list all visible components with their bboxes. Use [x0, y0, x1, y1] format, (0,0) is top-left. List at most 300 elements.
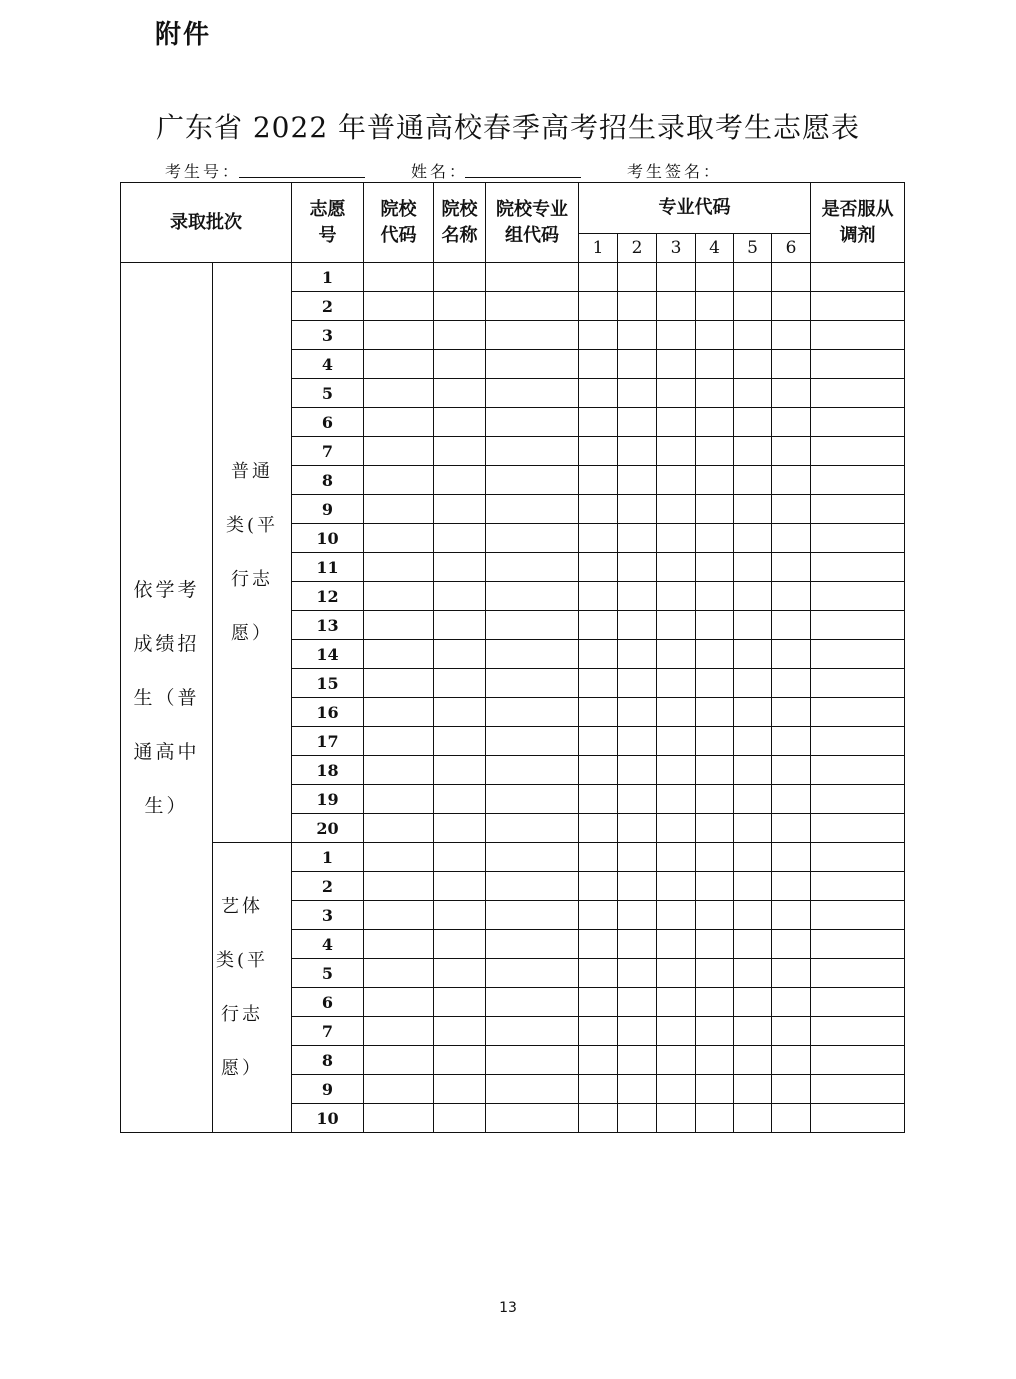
input-cell[interactable] — [486, 1075, 579, 1104]
input-cell[interactable] — [579, 582, 618, 611]
input-cell[interactable] — [811, 872, 905, 901]
input-cell[interactable] — [657, 553, 696, 582]
input-cell[interactable] — [364, 553, 434, 582]
input-cell[interactable] — [734, 901, 772, 930]
input-cell[interactable] — [434, 350, 486, 379]
input-cell[interactable] — [364, 466, 434, 495]
input-cell[interactable] — [657, 437, 696, 466]
input-cell[interactable] — [811, 437, 905, 466]
input-cell[interactable] — [772, 495, 811, 524]
input-cell[interactable] — [618, 466, 657, 495]
input-cell[interactable] — [811, 959, 905, 988]
input-cell[interactable] — [364, 843, 434, 872]
input-cell[interactable] — [579, 292, 618, 321]
input-cell[interactable] — [696, 959, 734, 988]
input-cell[interactable] — [734, 292, 772, 321]
input-cell[interactable] — [486, 263, 579, 292]
input-cell[interactable] — [579, 611, 618, 640]
input-cell[interactable] — [486, 524, 579, 553]
input-cell[interactable] — [486, 1017, 579, 1046]
input-cell[interactable] — [618, 843, 657, 872]
input-cell[interactable] — [486, 698, 579, 727]
input-cell[interactable] — [734, 553, 772, 582]
input-cell[interactable] — [811, 669, 905, 698]
input-cell[interactable] — [696, 350, 734, 379]
input-cell[interactable] — [579, 350, 618, 379]
input-cell[interactable] — [696, 988, 734, 1017]
input-cell[interactable] — [772, 611, 811, 640]
input-cell[interactable] — [734, 843, 772, 872]
input-cell[interactable] — [486, 437, 579, 466]
input-cell[interactable] — [486, 872, 579, 901]
input-cell[interactable] — [579, 553, 618, 582]
input-cell[interactable] — [434, 756, 486, 785]
input-cell[interactable] — [618, 408, 657, 437]
input-cell[interactable] — [434, 727, 486, 756]
input-cell[interactable] — [618, 263, 657, 292]
input-cell[interactable] — [486, 640, 579, 669]
input-cell[interactable] — [579, 785, 618, 814]
input-cell[interactable] — [364, 785, 434, 814]
input-cell[interactable] — [772, 669, 811, 698]
input-cell[interactable] — [434, 872, 486, 901]
input-cell[interactable] — [811, 930, 905, 959]
input-cell[interactable] — [618, 1104, 657, 1133]
input-cell[interactable] — [579, 959, 618, 988]
input-cell[interactable] — [734, 1104, 772, 1133]
input-cell[interactable] — [772, 437, 811, 466]
input-cell[interactable] — [579, 1075, 618, 1104]
input-cell[interactable] — [734, 379, 772, 408]
input-cell[interactable] — [811, 263, 905, 292]
input-cell[interactable] — [434, 408, 486, 437]
input-cell[interactable] — [618, 350, 657, 379]
input-cell[interactable] — [486, 988, 579, 1017]
input-cell[interactable] — [811, 785, 905, 814]
input-cell[interactable] — [364, 350, 434, 379]
input-cell[interactable] — [579, 872, 618, 901]
input-cell[interactable] — [811, 1075, 905, 1104]
input-cell[interactable] — [434, 553, 486, 582]
input-cell[interactable] — [657, 1075, 696, 1104]
input-cell[interactable] — [486, 611, 579, 640]
input-cell[interactable] — [486, 756, 579, 785]
input-cell[interactable] — [811, 756, 905, 785]
input-cell[interactable] — [734, 582, 772, 611]
input-cell[interactable] — [772, 640, 811, 669]
input-cell[interactable] — [696, 321, 734, 350]
input-cell[interactable] — [434, 640, 486, 669]
input-cell[interactable] — [486, 843, 579, 872]
input-cell[interactable] — [696, 756, 734, 785]
input-cell[interactable] — [364, 1104, 434, 1133]
input-cell[interactable] — [734, 698, 772, 727]
input-cell[interactable] — [364, 727, 434, 756]
input-cell[interactable] — [811, 611, 905, 640]
input-cell[interactable] — [364, 408, 434, 437]
input-cell[interactable] — [434, 901, 486, 930]
exam-no-field[interactable] — [239, 177, 365, 178]
input-cell[interactable] — [364, 698, 434, 727]
input-cell[interactable] — [486, 466, 579, 495]
input-cell[interactable] — [486, 727, 579, 756]
input-cell[interactable] — [657, 524, 696, 553]
input-cell[interactable] — [657, 466, 696, 495]
input-cell[interactable] — [657, 1017, 696, 1046]
input-cell[interactable] — [579, 321, 618, 350]
input-cell[interactable] — [811, 321, 905, 350]
input-cell[interactable] — [364, 495, 434, 524]
input-cell[interactable] — [734, 437, 772, 466]
input-cell[interactable] — [579, 988, 618, 1017]
input-cell[interactable] — [579, 524, 618, 553]
input-cell[interactable] — [434, 785, 486, 814]
input-cell[interactable] — [772, 959, 811, 988]
input-cell[interactable] — [657, 727, 696, 756]
input-cell[interactable] — [434, 669, 486, 698]
input-cell[interactable] — [364, 669, 434, 698]
input-cell[interactable] — [734, 814, 772, 843]
input-cell[interactable] — [364, 1017, 434, 1046]
input-cell[interactable] — [811, 727, 905, 756]
input-cell[interactable] — [486, 959, 579, 988]
input-cell[interactable] — [486, 350, 579, 379]
input-cell[interactable] — [734, 1075, 772, 1104]
input-cell[interactable] — [734, 988, 772, 1017]
input-cell[interactable] — [772, 408, 811, 437]
input-cell[interactable] — [579, 1046, 618, 1075]
input-cell[interactable] — [734, 350, 772, 379]
input-cell[interactable] — [618, 814, 657, 843]
input-cell[interactable] — [618, 321, 657, 350]
input-cell[interactable] — [486, 495, 579, 524]
input-cell[interactable] — [364, 872, 434, 901]
input-cell[interactable] — [696, 785, 734, 814]
input-cell[interactable] — [811, 843, 905, 872]
input-cell[interactable] — [811, 1046, 905, 1075]
input-cell[interactable] — [486, 901, 579, 930]
input-cell[interactable] — [734, 959, 772, 988]
input-cell[interactable] — [486, 582, 579, 611]
input-cell[interactable] — [618, 930, 657, 959]
input-cell[interactable] — [364, 611, 434, 640]
input-cell[interactable] — [618, 959, 657, 988]
input-cell[interactable] — [696, 553, 734, 582]
input-cell[interactable] — [772, 321, 811, 350]
input-cell[interactable] — [364, 756, 434, 785]
input-cell[interactable] — [696, 727, 734, 756]
input-cell[interactable] — [434, 379, 486, 408]
input-cell[interactable] — [772, 263, 811, 292]
input-cell[interactable] — [579, 1017, 618, 1046]
input-cell[interactable] — [696, 1075, 734, 1104]
input-cell[interactable] — [772, 1046, 811, 1075]
input-cell[interactable] — [734, 611, 772, 640]
input-cell[interactable] — [434, 814, 486, 843]
input-cell[interactable] — [618, 872, 657, 901]
input-cell[interactable] — [772, 466, 811, 495]
input-cell[interactable] — [618, 437, 657, 466]
input-cell[interactable] — [696, 901, 734, 930]
input-cell[interactable] — [657, 698, 696, 727]
input-cell[interactable] — [579, 901, 618, 930]
input-cell[interactable] — [486, 321, 579, 350]
input-cell[interactable] — [486, 1046, 579, 1075]
input-cell[interactable] — [696, 1046, 734, 1075]
input-cell[interactable] — [696, 379, 734, 408]
input-cell[interactable] — [364, 1075, 434, 1104]
input-cell[interactable] — [734, 1017, 772, 1046]
input-cell[interactable] — [434, 437, 486, 466]
input-cell[interactable] — [657, 582, 696, 611]
input-cell[interactable] — [811, 1104, 905, 1133]
input-cell[interactable] — [696, 292, 734, 321]
input-cell[interactable] — [618, 1017, 657, 1046]
input-cell[interactable] — [811, 1017, 905, 1046]
input-cell[interactable] — [434, 582, 486, 611]
input-cell[interactable] — [657, 814, 696, 843]
input-cell[interactable] — [734, 872, 772, 901]
input-cell[interactable] — [618, 727, 657, 756]
input-cell[interactable] — [486, 553, 579, 582]
input-cell[interactable] — [657, 495, 696, 524]
input-cell[interactable] — [579, 727, 618, 756]
input-cell[interactable] — [486, 785, 579, 814]
input-cell[interactable] — [734, 727, 772, 756]
input-cell[interactable] — [734, 756, 772, 785]
input-cell[interactable] — [696, 1017, 734, 1046]
input-cell[interactable] — [618, 756, 657, 785]
input-cell[interactable] — [696, 263, 734, 292]
input-cell[interactable] — [364, 524, 434, 553]
input-cell[interactable] — [696, 669, 734, 698]
input-cell[interactable] — [486, 292, 579, 321]
input-cell[interactable] — [579, 466, 618, 495]
input-cell[interactable] — [657, 843, 696, 872]
input-cell[interactable] — [486, 814, 579, 843]
input-cell[interactable] — [696, 872, 734, 901]
input-cell[interactable] — [772, 698, 811, 727]
input-cell[interactable] — [579, 437, 618, 466]
input-cell[interactable] — [364, 930, 434, 959]
input-cell[interactable] — [811, 814, 905, 843]
input-cell[interactable] — [579, 756, 618, 785]
input-cell[interactable] — [696, 698, 734, 727]
input-cell[interactable] — [657, 379, 696, 408]
input-cell[interactable] — [811, 466, 905, 495]
input-cell[interactable] — [811, 408, 905, 437]
input-cell[interactable] — [696, 640, 734, 669]
input-cell[interactable] — [657, 1104, 696, 1133]
input-cell[interactable] — [696, 437, 734, 466]
input-cell[interactable] — [579, 930, 618, 959]
input-cell[interactable] — [772, 582, 811, 611]
input-cell[interactable] — [486, 408, 579, 437]
input-cell[interactable] — [618, 1046, 657, 1075]
input-cell[interactable] — [811, 379, 905, 408]
input-cell[interactable] — [579, 495, 618, 524]
input-cell[interactable] — [734, 1046, 772, 1075]
input-cell[interactable] — [618, 495, 657, 524]
input-cell[interactable] — [434, 959, 486, 988]
input-cell[interactable] — [364, 379, 434, 408]
input-cell[interactable] — [434, 292, 486, 321]
input-cell[interactable] — [657, 785, 696, 814]
input-cell[interactable] — [618, 379, 657, 408]
input-cell[interactable] — [579, 1104, 618, 1133]
input-cell[interactable] — [618, 669, 657, 698]
input-cell[interactable] — [434, 698, 486, 727]
input-cell[interactable] — [734, 495, 772, 524]
input-cell[interactable] — [618, 988, 657, 1017]
input-cell[interactable] — [657, 640, 696, 669]
input-cell[interactable] — [772, 553, 811, 582]
input-cell[interactable] — [486, 930, 579, 959]
input-cell[interactable] — [579, 263, 618, 292]
input-cell[interactable] — [696, 611, 734, 640]
input-cell[interactable] — [772, 727, 811, 756]
input-cell[interactable] — [772, 756, 811, 785]
input-cell[interactable] — [434, 1104, 486, 1133]
input-cell[interactable] — [734, 466, 772, 495]
input-cell[interactable] — [734, 263, 772, 292]
input-cell[interactable] — [486, 1104, 579, 1133]
input-cell[interactable] — [618, 698, 657, 727]
input-cell[interactable] — [434, 466, 486, 495]
input-cell[interactable] — [811, 553, 905, 582]
input-cell[interactable] — [734, 321, 772, 350]
input-cell[interactable] — [579, 640, 618, 669]
input-cell[interactable] — [657, 408, 696, 437]
input-cell[interactable] — [772, 1075, 811, 1104]
input-cell[interactable] — [772, 350, 811, 379]
input-cell[interactable] — [657, 669, 696, 698]
input-cell[interactable] — [618, 524, 657, 553]
input-cell[interactable] — [657, 988, 696, 1017]
input-cell[interactable] — [772, 379, 811, 408]
input-cell[interactable] — [579, 814, 618, 843]
input-cell[interactable] — [618, 611, 657, 640]
input-cell[interactable] — [364, 988, 434, 1017]
input-cell[interactable] — [734, 785, 772, 814]
input-cell[interactable] — [696, 1104, 734, 1133]
input-cell[interactable] — [434, 843, 486, 872]
input-cell[interactable] — [734, 524, 772, 553]
input-cell[interactable] — [811, 640, 905, 669]
input-cell[interactable] — [657, 959, 696, 988]
input-cell[interactable] — [364, 582, 434, 611]
input-cell[interactable] — [486, 379, 579, 408]
input-cell[interactable] — [811, 524, 905, 553]
input-cell[interactable] — [696, 930, 734, 959]
input-cell[interactable] — [657, 321, 696, 350]
input-cell[interactable] — [772, 843, 811, 872]
input-cell[interactable] — [434, 495, 486, 524]
input-cell[interactable] — [696, 582, 734, 611]
input-cell[interactable] — [618, 582, 657, 611]
input-cell[interactable] — [657, 901, 696, 930]
input-cell[interactable] — [772, 524, 811, 553]
input-cell[interactable] — [579, 669, 618, 698]
input-cell[interactable] — [772, 872, 811, 901]
input-cell[interactable] — [772, 901, 811, 930]
input-cell[interactable] — [364, 1046, 434, 1075]
input-cell[interactable] — [579, 379, 618, 408]
input-cell[interactable] — [364, 263, 434, 292]
input-cell[interactable] — [734, 669, 772, 698]
input-cell[interactable] — [618, 785, 657, 814]
input-cell[interactable] — [364, 321, 434, 350]
input-cell[interactable] — [364, 959, 434, 988]
input-cell[interactable] — [579, 408, 618, 437]
input-cell[interactable] — [811, 901, 905, 930]
input-cell[interactable] — [772, 988, 811, 1017]
input-cell[interactable] — [811, 495, 905, 524]
input-cell[interactable] — [364, 640, 434, 669]
input-cell[interactable] — [811, 350, 905, 379]
input-cell[interactable] — [696, 843, 734, 872]
input-cell[interactable] — [618, 901, 657, 930]
input-cell[interactable] — [657, 263, 696, 292]
input-cell[interactable] — [772, 785, 811, 814]
input-cell[interactable] — [618, 640, 657, 669]
input-cell[interactable] — [696, 814, 734, 843]
input-cell[interactable] — [434, 1075, 486, 1104]
input-cell[interactable] — [364, 437, 434, 466]
input-cell[interactable] — [434, 524, 486, 553]
input-cell[interactable] — [811, 582, 905, 611]
input-cell[interactable] — [434, 321, 486, 350]
input-cell[interactable] — [657, 350, 696, 379]
input-cell[interactable] — [579, 843, 618, 872]
input-cell[interactable] — [734, 930, 772, 959]
input-cell[interactable] — [811, 988, 905, 1017]
input-cell[interactable] — [434, 611, 486, 640]
input-cell[interactable] — [434, 1017, 486, 1046]
input-cell[interactable] — [772, 814, 811, 843]
input-cell[interactable] — [696, 495, 734, 524]
input-cell[interactable] — [657, 292, 696, 321]
input-cell[interactable] — [734, 640, 772, 669]
input-cell[interactable] — [772, 930, 811, 959]
input-cell[interactable] — [434, 988, 486, 1017]
input-cell[interactable] — [772, 1104, 811, 1133]
input-cell[interactable] — [696, 524, 734, 553]
input-cell[interactable] — [772, 1017, 811, 1046]
input-cell[interactable] — [434, 1046, 486, 1075]
name-field[interactable] — [465, 177, 581, 178]
input-cell[interactable] — [811, 698, 905, 727]
input-cell[interactable] — [657, 872, 696, 901]
input-cell[interactable] — [734, 408, 772, 437]
input-cell[interactable] — [811, 292, 905, 321]
input-cell[interactable] — [657, 756, 696, 785]
input-cell[interactable] — [434, 263, 486, 292]
input-cell[interactable] — [657, 611, 696, 640]
input-cell[interactable] — [657, 1046, 696, 1075]
input-cell[interactable] — [696, 466, 734, 495]
input-cell[interactable] — [772, 292, 811, 321]
input-cell[interactable] — [434, 930, 486, 959]
input-cell[interactable] — [618, 1075, 657, 1104]
input-cell[interactable] — [486, 669, 579, 698]
input-cell[interactable] — [364, 814, 434, 843]
input-cell[interactable] — [657, 930, 696, 959]
input-cell[interactable] — [364, 292, 434, 321]
input-cell[interactable] — [579, 698, 618, 727]
input-cell[interactable] — [618, 553, 657, 582]
input-cell[interactable] — [364, 901, 434, 930]
